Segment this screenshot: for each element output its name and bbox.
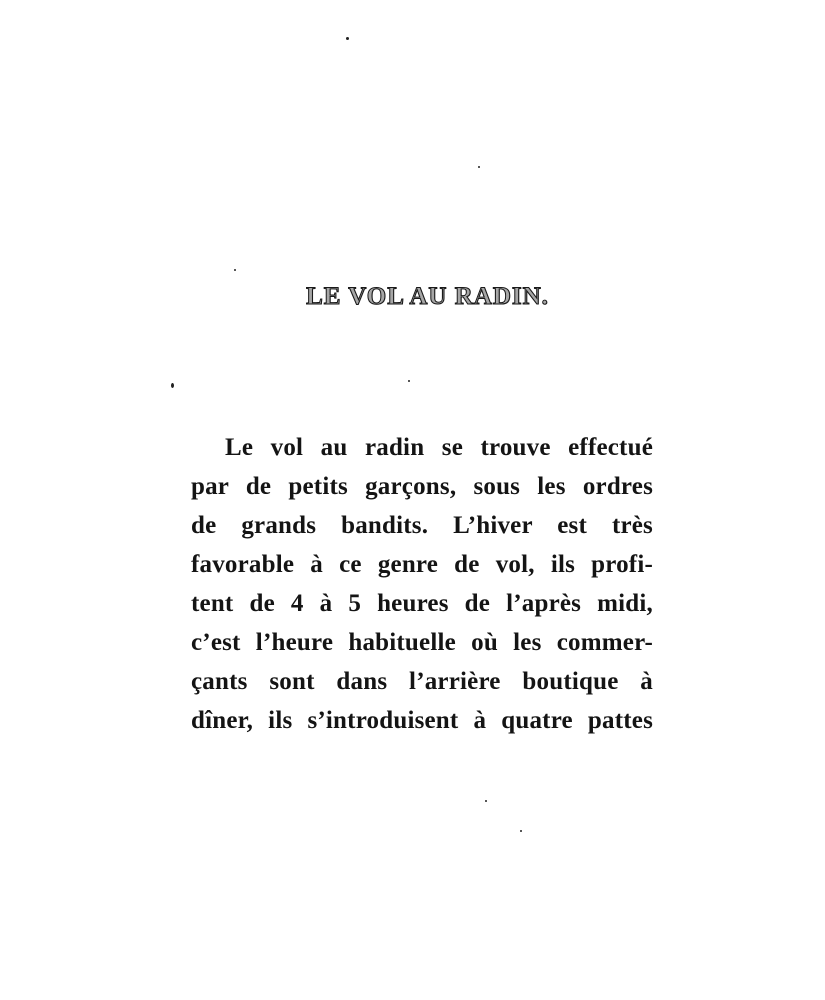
scan-speck xyxy=(485,800,487,802)
text-line: dîner, ils s’introduisent à quatre pattes xyxy=(191,707,653,734)
chapter-title: LE VOL AU RADIN. xyxy=(306,283,549,310)
text-line: çants sont dans l’arrière boutique à xyxy=(191,668,653,695)
text-line: tent de 4 à 5 heures de l’après midi, xyxy=(191,590,653,617)
text-line: favorable à ce genre de vol, ils profi- xyxy=(191,551,653,578)
text-line: Le vol au radin se trouve effectué xyxy=(225,434,653,461)
scan-speck xyxy=(478,166,480,168)
body-paragraph xyxy=(191,428,653,740)
scan-speck xyxy=(520,830,522,832)
scan-speck xyxy=(346,37,349,40)
scan-speck xyxy=(171,383,174,388)
text-line: c’est l’heure habituelle où les commer- xyxy=(191,629,653,656)
text-line: de grands bandits. L’hiver est très xyxy=(191,512,653,539)
text-line: par de petits garçons, sous les ordres xyxy=(191,473,653,500)
scan-speck xyxy=(234,269,236,271)
scan-speck xyxy=(408,380,410,382)
